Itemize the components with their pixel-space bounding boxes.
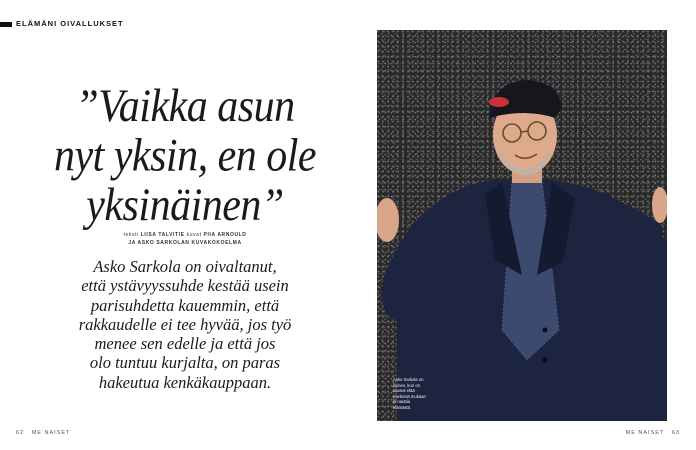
photo-caption xyxy=(393,377,453,411)
lead-line: Asko Sarkola on oivaltanut, xyxy=(93,257,277,276)
section-marker xyxy=(0,22,12,27)
magazine-name-right: ME NAISET xyxy=(625,430,665,436)
byline-photographer: PIIA ARNOULD xyxy=(203,232,247,238)
caption-line: iloinen, kun on xyxy=(393,382,421,388)
byline-author: LIISA TALVITIE xyxy=(140,232,185,238)
byline-text-label: teksti xyxy=(123,232,139,238)
caption-line: elämästä. xyxy=(393,404,412,410)
folio-left xyxy=(16,430,70,436)
section-label: ELÄMÄNI OIVALLUKSET xyxy=(16,19,124,28)
lead-line: rakkaudelle ei tee hyvää, jos työ xyxy=(78,314,292,334)
page-number-right: 63 xyxy=(671,430,680,436)
byline-collection: JA ASKO SARKOLAN KUVAKOKOELMA xyxy=(128,240,242,246)
caption-line: ja nauttia xyxy=(393,399,410,405)
headline xyxy=(40,82,330,230)
byline xyxy=(95,231,275,247)
caption-line: Asko Sarkola on xyxy=(393,377,424,382)
headline-line: yksinäinen” xyxy=(86,179,284,231)
lead-line: parisuhdetta kauemmin, että xyxy=(90,295,280,315)
caption-line: saanut elää xyxy=(393,388,415,394)
lead-paragraph xyxy=(75,257,295,392)
lead-line: hakeutua kenkäkauppaan. xyxy=(98,372,272,392)
caption-line: mielensä mukaan xyxy=(393,393,426,399)
lead-line: että ystävyyssuhde kestää usein xyxy=(81,276,289,296)
magazine-name-left: ME NAISET xyxy=(31,430,71,436)
lead-line: olo tuntuu kurjalta, on paras xyxy=(89,353,281,373)
headline-line: nyt yksin, en ole xyxy=(53,130,317,182)
portrait-illustration xyxy=(377,30,667,421)
portrait-photo xyxy=(377,30,667,421)
headline-line: ”Vaikka asun xyxy=(75,80,295,133)
lead-line: menee sen edelle ja että jos xyxy=(94,334,276,354)
folio-right xyxy=(626,430,680,436)
page-number-left: 62 xyxy=(16,430,25,436)
byline-photos-label: kuvat xyxy=(186,232,202,238)
